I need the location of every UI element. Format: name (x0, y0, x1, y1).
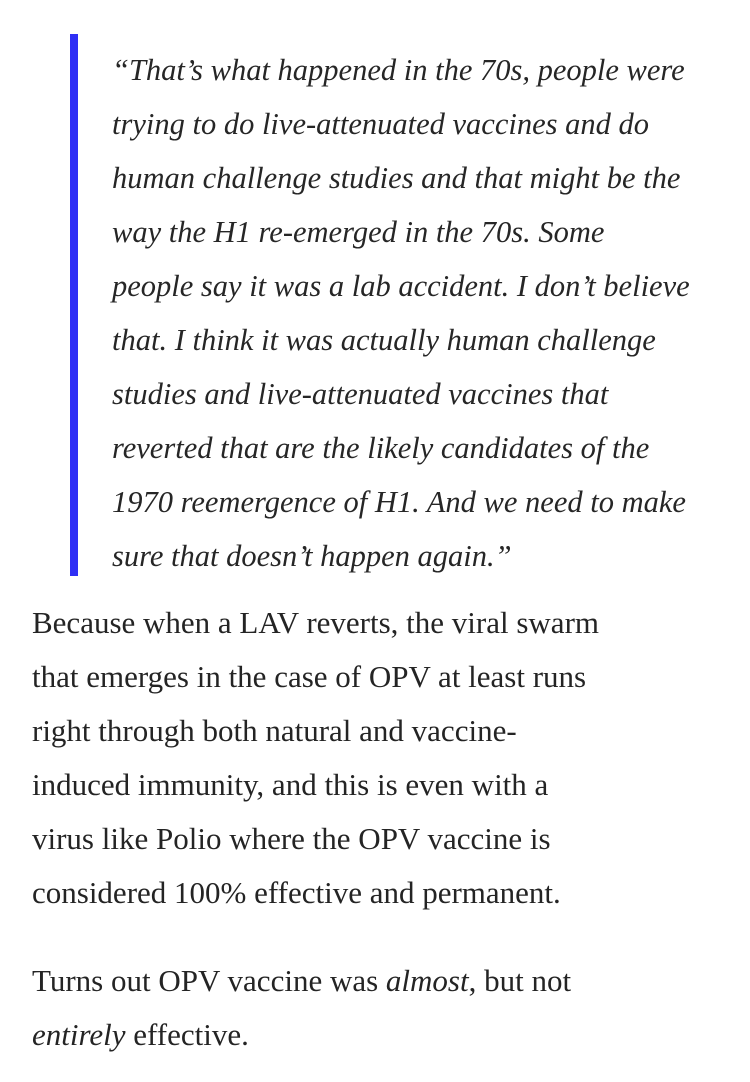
paragraph-text-segment: , but not (468, 963, 572, 998)
paragraph-text-segment: Turns out OPV vaccine was (32, 963, 386, 998)
paragraph-line-1 (32, 954, 732, 1008)
blockquote-text: “That’s what happened in the 70s, people were trying to do live-attenuated vaccines and do human challenge studies and that might be the way the H1 re-emerged in the 70s. Some people say it was a lab accident. I don’t believe that. I think it was actually human challenge studies and live-attenuated vaccines that reverted that are the likely candidates of the 1970 reemergence of H1. And we need to make sure that doesn’t happen again.” (112, 53, 690, 573)
emphasis-almost: almost (385, 963, 469, 998)
paragraph-text-segment: effective. (125, 1017, 249, 1052)
paragraph-line-2 (32, 1008, 732, 1062)
paragraph-lav-reversion: Because when a LAV reverts, the viral swarm that emerges in the case of OPV at least runs right through both natural and vaccine- induced immunity, and this is even with a virus like Polio where the OPV vaccine is considered 100% effective and permanent. (32, 605, 600, 910)
paragraph-opv-effectiveness (32, 954, 732, 1062)
emphasis-entirely: entirely (32, 1017, 126, 1052)
blockquote (70, 34, 750, 576)
